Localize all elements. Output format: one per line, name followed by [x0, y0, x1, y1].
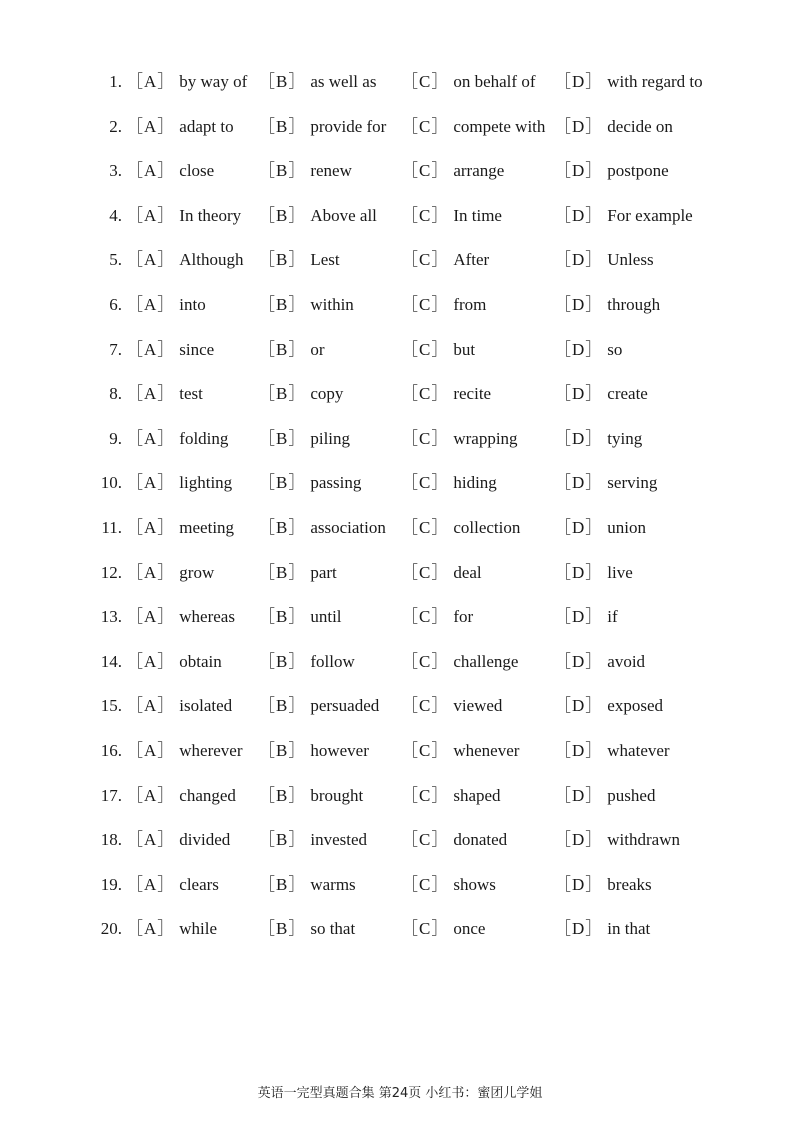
option-letter: ［C］: [401, 607, 450, 627]
question-number: 15.: [100, 696, 122, 716]
option-c: [401, 595, 473, 640]
option-d: [554, 551, 633, 596]
option-c: [401, 149, 504, 194]
option-d: [554, 238, 654, 283]
option-d: [554, 60, 703, 105]
option-letter: ［A］: [126, 651, 176, 671]
option-text: Although: [179, 250, 244, 270]
option-a: [126, 328, 214, 373]
option-letter: ［D］: [554, 473, 604, 493]
option-a: [126, 551, 214, 596]
option-a: [126, 194, 241, 239]
option-letter: ［D］: [554, 428, 604, 448]
option-b: [258, 283, 354, 328]
option-letter: ［B］: [258, 339, 307, 359]
option-a: [126, 818, 230, 863]
option-letter: ［C］: [401, 250, 450, 270]
question-row: [0, 238, 800, 283]
option-text: challenge: [453, 651, 519, 671]
option-text: union: [607, 517, 647, 537]
option-text: from: [453, 294, 487, 314]
option-text: compete with: [453, 116, 546, 136]
option-b: [258, 907, 355, 952]
option-text: once: [453, 919, 486, 939]
option-letter: ［B］: [258, 116, 307, 136]
option-a: [126, 684, 232, 729]
question-number: 12.: [100, 562, 122, 582]
question-list: [0, 60, 800, 952]
question-number: 1.: [109, 72, 122, 91]
option-letter: ［A］: [126, 785, 176, 805]
option-d: [554, 149, 669, 194]
question-number: 11.: [101, 517, 122, 537]
option-letter: ［D］: [554, 874, 604, 894]
question-number: 13.: [100, 607, 122, 627]
option-text: donated: [453, 830, 508, 850]
option-c: [401, 283, 486, 328]
question-number: 18.: [100, 830, 122, 850]
option-text: isolated: [179, 696, 233, 716]
option-d: [554, 640, 645, 685]
option-letter: ［C］: [401, 830, 450, 850]
question-number: 17.: [100, 785, 122, 805]
option-letter: ［C］: [401, 473, 450, 493]
option-a: [126, 417, 228, 462]
option-letter: ［B］: [258, 696, 307, 716]
option-text: for: [453, 607, 474, 627]
option-c: [401, 328, 475, 373]
option-letter: ［C］: [401, 696, 450, 716]
option-letter: ［D］: [554, 740, 604, 760]
option-text: viewed: [453, 696, 503, 716]
question-row: [0, 149, 800, 194]
option-b: [258, 105, 386, 150]
option-letter: ［A］: [126, 428, 176, 448]
option-a: [126, 907, 217, 952]
option-letter: ［C］: [401, 517, 450, 537]
option-c: [401, 194, 502, 239]
option-d: [554, 461, 657, 506]
question-number: 9.: [109, 428, 122, 448]
option-letter: ［A］: [126, 473, 176, 493]
option-letter: ［D］: [554, 72, 604, 91]
question-number: 19.: [100, 874, 122, 894]
option-letter: ［A］: [126, 250, 176, 270]
option-text: warms: [310, 874, 356, 894]
option-letter: ［B］: [258, 562, 307, 582]
option-text: by way of: [179, 72, 248, 91]
option-text: as well as: [310, 72, 377, 91]
option-letter: ［C］: [401, 205, 450, 225]
question-row: [0, 640, 800, 685]
option-letter: ［B］: [258, 294, 307, 314]
option-letter: ［B］: [258, 874, 307, 894]
option-d: [554, 729, 670, 774]
option-letter: ［A］: [126, 384, 176, 404]
option-c: [401, 774, 501, 819]
option-letter: ［A］: [126, 919, 176, 939]
option-letter: ［D］: [554, 384, 604, 404]
option-letter: ［D］: [554, 116, 604, 136]
option-text: obtain: [179, 651, 222, 671]
option-text: postpone: [607, 161, 669, 181]
option-letter: ［C］: [401, 384, 450, 404]
option-c: [401, 417, 518, 462]
option-b: [258, 461, 361, 506]
option-letter: ［D］: [554, 161, 604, 181]
option-b: [258, 60, 376, 105]
option-text: arrange: [453, 161, 505, 181]
option-b: [258, 729, 369, 774]
option-d: [554, 774, 655, 819]
question-row: [0, 907, 800, 952]
option-letter: ［A］: [126, 517, 176, 537]
option-a: [126, 238, 244, 283]
option-a: [126, 506, 234, 551]
option-text: association: [310, 517, 386, 537]
option-text: adapt to: [179, 116, 234, 136]
option-d: [554, 105, 673, 150]
option-text: serving: [607, 473, 658, 493]
option-c: [401, 863, 496, 908]
option-text: test: [179, 384, 203, 404]
option-letter: ［B］: [258, 473, 307, 493]
option-text: close: [179, 161, 215, 181]
option-text: through: [607, 294, 661, 314]
option-letter: ［B］: [258, 250, 307, 270]
option-letter: ［B］: [258, 205, 307, 225]
question-number: 8.: [109, 384, 122, 404]
option-text: changed: [179, 785, 236, 805]
option-text: provide for: [310, 116, 387, 136]
option-text: exposed: [607, 696, 663, 716]
question-row: [0, 684, 800, 729]
question-row: [0, 417, 800, 462]
option-text: if: [607, 607, 618, 627]
question-row: [0, 818, 800, 863]
option-b: [258, 863, 356, 908]
option-a: [126, 461, 232, 506]
option-text: divided: [179, 830, 231, 850]
question-row: [0, 194, 800, 239]
option-letter: ［C］: [401, 161, 450, 181]
option-c: [401, 461, 497, 506]
option-b: [258, 328, 325, 373]
option-letter: ［B］: [258, 919, 307, 939]
question-row: [0, 551, 800, 596]
option-letter: ［C］: [401, 562, 450, 582]
option-letter: ［B］: [258, 740, 307, 760]
option-text: copy: [310, 384, 344, 404]
option-text: within: [310, 294, 354, 314]
option-letter: ［B］: [258, 517, 307, 537]
option-text: Above all: [310, 205, 377, 225]
option-letter: ［C］: [401, 116, 450, 136]
option-c: [401, 684, 502, 729]
option-text: until: [310, 607, 342, 627]
option-a: [126, 640, 222, 685]
option-c: [401, 105, 545, 150]
option-letter: ［A］: [126, 740, 176, 760]
option-letter: ［B］: [258, 384, 307, 404]
option-text: tying: [607, 428, 643, 448]
option-b: [258, 684, 379, 729]
option-text: clears: [179, 874, 219, 894]
option-b: [258, 238, 340, 283]
option-letter: ［D］: [554, 205, 604, 225]
option-d: [554, 684, 663, 729]
option-letter: ［C］: [401, 740, 450, 760]
option-text: with regard to: [607, 72, 703, 91]
option-text: so: [607, 339, 623, 359]
option-letter: ［A］: [126, 339, 176, 359]
option-letter: ［D］: [554, 651, 604, 671]
option-letter: ［D］: [554, 607, 604, 627]
page-footer: 英语一完型真题合集 第24页 小红书：蜜团儿学姐: [257, 1086, 543, 1101]
option-c: [401, 372, 491, 417]
option-text: Unless: [607, 250, 654, 270]
option-a: [126, 283, 206, 328]
option-text: wherever: [179, 740, 243, 760]
option-text: whatever: [607, 740, 670, 760]
option-b: [258, 818, 367, 863]
question-row: [0, 595, 800, 640]
question-row: [0, 372, 800, 417]
option-text: invested: [310, 830, 367, 850]
option-letter: ［C］: [401, 294, 450, 314]
option-text: into: [179, 294, 206, 314]
option-text: meeting: [179, 517, 235, 537]
option-d: [554, 328, 622, 373]
option-text: shaped: [453, 785, 501, 805]
option-text: breaks: [607, 874, 652, 894]
option-b: [258, 194, 377, 239]
option-letter: ［B］: [258, 607, 307, 627]
option-a: [126, 774, 236, 819]
option-text: After: [453, 250, 490, 270]
option-letter: ［D］: [554, 339, 604, 359]
option-letter: ［D］: [554, 562, 604, 582]
option-text: pushed: [607, 785, 656, 805]
option-letter: ［B］: [258, 785, 307, 805]
option-a: [126, 863, 219, 908]
option-letter: ［B］: [258, 72, 307, 91]
option-letter: ［B］: [258, 428, 307, 448]
option-d: [554, 372, 648, 417]
option-b: [258, 417, 350, 462]
option-letter: ［C］: [401, 874, 450, 894]
option-c: [401, 506, 520, 551]
option-letter: ［A］: [126, 205, 176, 225]
option-a: [126, 105, 234, 150]
option-text: or: [310, 339, 325, 359]
option-letter: ［C］: [401, 651, 450, 671]
option-text: Lest: [310, 250, 340, 270]
option-letter: ［A］: [126, 830, 176, 850]
option-letter: ［D］: [554, 785, 604, 805]
option-b: [258, 774, 363, 819]
option-b: [258, 595, 342, 640]
option-text: passing: [310, 473, 362, 493]
option-text: part: [310, 562, 337, 582]
question-number: 2.: [109, 116, 122, 136]
option-letter: ［A］: [126, 294, 176, 314]
option-letter: ［A］: [126, 116, 176, 136]
option-letter: ［A］: [126, 161, 176, 181]
option-a: [126, 595, 235, 640]
option-letter: ［B］: [258, 830, 307, 850]
option-letter: ［D］: [554, 919, 604, 939]
question-row: [0, 60, 800, 105]
option-b: [258, 551, 337, 596]
option-letter: ［C］: [401, 72, 450, 91]
option-letter: ［A］: [126, 874, 176, 894]
option-text: piling: [310, 428, 351, 448]
option-text: in that: [607, 919, 651, 939]
option-d: [554, 417, 642, 462]
option-letter: ［C］: [401, 919, 450, 939]
question-row: [0, 774, 800, 819]
question-row: [0, 729, 800, 774]
question-number: 6.: [109, 294, 122, 314]
option-d: [554, 595, 618, 640]
option-text: brought: [310, 785, 364, 805]
option-text: persuaded: [310, 696, 380, 716]
option-letter: ［D］: [554, 830, 604, 850]
option-d: [554, 863, 652, 908]
option-letter: ［D］: [554, 294, 604, 314]
option-text: live: [607, 562, 633, 582]
option-text: on behalf of: [453, 72, 536, 91]
question-number: 4.: [109, 205, 122, 225]
option-text: so that: [310, 919, 356, 939]
option-text: grow: [179, 562, 215, 582]
option-b: [258, 372, 343, 417]
option-letter: ［A］: [126, 607, 176, 627]
option-letter: ［D］: [554, 517, 604, 537]
option-text: shows: [453, 874, 496, 894]
option-a: [126, 372, 203, 417]
option-d: [554, 283, 660, 328]
option-d: [554, 194, 693, 239]
option-text: In time: [453, 205, 502, 225]
option-a: [126, 149, 214, 194]
option-letter: ［A］: [126, 72, 176, 91]
option-c: [401, 551, 482, 596]
option-letter: ［A］: [126, 562, 176, 582]
option-d: [554, 818, 680, 863]
option-text: hiding: [453, 473, 497, 493]
option-text: however: [310, 740, 369, 760]
option-letter: ［D］: [554, 696, 604, 716]
option-b: [258, 506, 386, 551]
question-number: 10.: [100, 473, 122, 493]
question-row: [0, 328, 800, 373]
option-c: [401, 640, 518, 685]
option-letter: ［C］: [401, 428, 450, 448]
option-letter: ［B］: [258, 161, 307, 181]
option-text: whenever: [453, 740, 520, 760]
question-row: [0, 105, 800, 150]
option-letter: ［C］: [401, 339, 450, 359]
option-text: folding: [179, 428, 229, 448]
option-b: [258, 149, 352, 194]
option-text: avoid: [607, 651, 646, 671]
question-number: 16.: [100, 740, 122, 760]
option-b: [258, 640, 355, 685]
option-c: [401, 60, 535, 105]
option-text: In theory: [179, 205, 242, 225]
option-c: [401, 818, 507, 863]
option-text: wrapping: [453, 428, 518, 448]
option-text: deal: [453, 562, 482, 582]
option-text: but: [453, 339, 476, 359]
question-row: [0, 506, 800, 551]
question-row: [0, 283, 800, 328]
option-text: follow: [310, 651, 355, 671]
option-c: [401, 729, 519, 774]
option-text: recite: [453, 384, 492, 404]
question-number: 3.: [109, 161, 122, 181]
option-d: [554, 907, 650, 952]
question-number: 7.: [109, 339, 122, 359]
option-text: For example: [607, 205, 693, 225]
option-c: [401, 907, 485, 952]
option-text: create: [607, 384, 648, 404]
question-number: 5.: [109, 250, 122, 270]
option-text: renew: [310, 161, 352, 181]
option-letter: ［A］: [126, 696, 176, 716]
option-text: since: [179, 339, 215, 359]
option-d: [554, 506, 646, 551]
option-letter: ［C］: [401, 785, 450, 805]
option-c: [401, 238, 489, 283]
option-letter: ［B］: [258, 651, 307, 671]
option-text: lighting: [179, 473, 233, 493]
option-a: [126, 60, 247, 105]
option-text: whereas: [179, 607, 235, 627]
question-row: [0, 461, 800, 506]
question-number: 20.: [100, 919, 122, 939]
option-letter: ［D］: [554, 250, 604, 270]
question-number: 14.: [100, 651, 122, 671]
question-row: [0, 863, 800, 908]
option-a: [126, 729, 243, 774]
option-text: withdrawn: [607, 830, 680, 850]
option-text: while: [179, 919, 218, 939]
option-text: collection: [453, 517, 521, 537]
option-text: decide on: [607, 116, 673, 136]
